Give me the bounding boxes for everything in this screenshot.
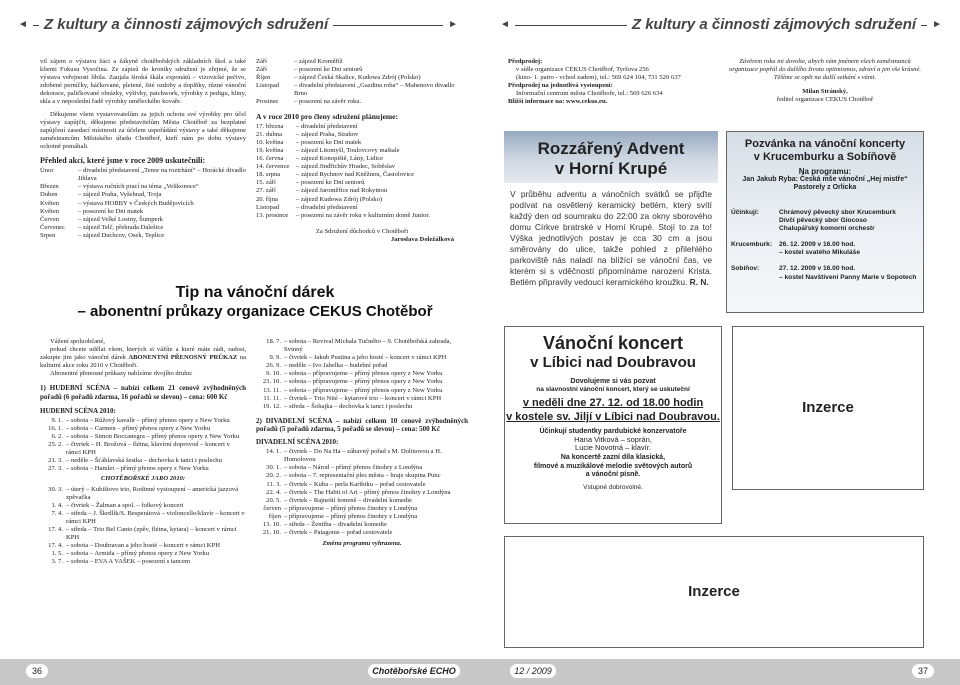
theatre-title: DIVADELNÍ SCÉNA 2010:: [256, 438, 339, 447]
list-item: Září – posezení ke Dni seniorů: [256, 66, 363, 74]
krucemburk-performers: [731, 209, 921, 282]
abo-greeting: Vážení spoluobčané,: [50, 338, 105, 345]
list-item: 16. června – zájezd Konopiště, Lány, Lidice: [256, 155, 384, 163]
list-item: 14. července – zájezd Jindřichův Hradec, Soběslav: [256, 163, 396, 171]
ad-box-2: [504, 536, 924, 648]
music-title: HUDEBNÍ SCÉNA 2010:: [40, 406, 116, 415]
spring-list: [40, 486, 246, 567]
events-2009-title: Přehled akcí, které jsme v roce 2009 uskutečnili:: [40, 156, 206, 166]
list-item: 25. 2. – čtvrtek – H. Brožová – flétna, klavírní doprovod – koncert v rámci KPH: [48, 441, 230, 457]
venue-1-date: 26. 12. 2009 v 16.00 hod.: [779, 241, 856, 249]
list-item: 15. září – posezení ke Dni seniorů: [256, 179, 365, 187]
program-pastorela: Pastorely z Orlicka: [793, 184, 857, 192]
list-item: 10. května – posezení ke Dni matek: [256, 138, 362, 146]
list-item: 19. května – zájezd Litomyšl, Toulovcovy maštale: [256, 146, 400, 154]
abo-types: Abonentní přenosné průkazy nabízíme dvojího druhu:: [50, 370, 193, 378]
director-role: ředitel organizace CEKUS Chotěboř: [776, 96, 874, 104]
presale-label: Předprodej:: [508, 58, 543, 65]
music-list-continued: [256, 338, 468, 411]
list-item: 14. 1. – čtvrtek – Do Na Ha – zábavný pořad s M. Dolinovou a H. Homolovou: [266, 448, 442, 464]
list-item: 16. 1. – sobota – Carmen – přímý přenos opery z New Yorku: [48, 424, 211, 432]
exhibition-text: vil zájem o výstavu žáci a žákyně chotěbořských základních škol a také klienti Fokusu Vysočina. Ze zápisů do kroniky sdružení je zřejmé, že se výstava veřejnosti líbila. Zaujala široká škála exponátů – vizovické pečivo, zdobené perníčky, háčkované, pletené, šité ozdoby a doplňky, různé vánoční dekorace, paličkované obrázky, výšivky, patchwork, výrobky z pedigu, hliny, skla a v neposlední řadě výrobky uměleckého kovaře.: [40, 58, 246, 106]
list-item: 19. 12. – středa – Šohajka – dechovka k tanci i poslechu: [262, 402, 413, 410]
header-title-right: Z kultury a činnosti zájmových sdružení: [631, 15, 917, 33]
list-item: 22. 4. – čtvrtek – The Habit of Art – přímý přenos činohry z Londýna: [266, 488, 451, 496]
music-offer: 1) HUDEBNÍ SCÉNA – nabízí celkem 21 cenově zvýhodněných pořadů (6 pořadů zdarma, 16 pořadů se slevou) – cena: 600 Kč: [40, 384, 246, 401]
venue-1-place: – kostel svatého Mikuláše: [779, 249, 860, 257]
advent-header: [504, 131, 718, 183]
signature-org: Za Sdružení důchodců v Chotěboři: [315, 227, 409, 235]
venue-1-label: Krucemburk:: [731, 241, 773, 249]
header-rule: [33, 25, 39, 26]
list-item: 21. dubna – zájezd Praha, Strahov: [256, 130, 359, 138]
libice-repertoire-2: filmové a muzikálové melodie světových autorů: [533, 462, 693, 470]
list-item: Květen – výstava HOBBY v Českých Budějovicích: [40, 199, 194, 207]
plan-2010-title: A v roce 2010 pro členy sdružení plánujeme:: [256, 111, 399, 121]
abo-offer: pokud chcete udělat všem, kterých si vážíte a které máte rádi, radost, zakupte jim jako vánoční dárek ABONENTNÍ PŘENOSNÝ PRŮKAZ na kulturní akce roku 2010 v Chotěboři.: [40, 346, 246, 370]
list-item: 9. 1. – sobota – Růžový kavalír – přímý přenos opery z New Yorku: [51, 416, 230, 424]
venue-2-place: – kostel Navštívení Panny Marie v Sopotech: [779, 273, 917, 281]
footer-bar: [0, 659, 960, 685]
header-rule: [515, 25, 627, 26]
list-item: Srpen – zájezd Duchcov, Osek, Teplice: [40, 231, 165, 239]
presale-phone: (kino- 1. patro - vchod zadem), tel.: 569 624 104, 731 520 637: [516, 74, 681, 82]
list-item: 3. 7. – sobota – EVA A VAŠEK – posezení s tancem: [51, 558, 190, 566]
libice-invitation-2: na slavnostní vánoční koncert, který se uskuteční: [536, 386, 690, 394]
list-item: 17. 4. – středa – Trio Bel Canto (zpěv, flétna, kytara) – koncert v rámci KPH: [48, 525, 237, 542]
list-item: 9. 9. – čtvrtek – Jakub Pustina a jeho hosté – koncert v rámci KPH: [269, 354, 447, 362]
list-item: 17. března – divadelní představení: [256, 122, 358, 130]
performer-3: Chalupářský komorní orchestr: [779, 225, 875, 233]
list-item: Únor – divadelní představení „Tenor na roztrhání“ – Horácké divadlo Jihlava: [40, 167, 246, 183]
performers-label: Účinkují:: [731, 209, 759, 216]
tip-title: Tip na vánoční dárek: [175, 284, 335, 301]
magazine-name: Chotěbořské ECHO: [368, 664, 460, 678]
list-item: 18. 7. – sobota – Revival Michala Tučného – 9. Chotěbořská zahrada, Svinný: [266, 338, 452, 354]
more-info: Bližší informace na: www.cekus.eu.: [508, 98, 608, 106]
thanks-text: Děkujeme všem vystavovatelům za jejich ochotu své výrobky pro účel výstavy zapůjčit, děkujeme představitelům Města Chotěboř za bezplatné zapůjčení zasedací místnosti za účelem uspořádání výstavy a také děkujeme zaměstnancům Městského úřadu Chotěboř, kteří nám po dobu výstavy ochotně pomáhali.: [40, 110, 246, 150]
presale-info: [508, 58, 718, 107]
arrow-right-icon: ►: [932, 18, 942, 30]
program-change-note: Změna programu vyhrazena.: [322, 540, 402, 548]
list-item: 6. 2. – sobota – Simon Boccanegra – přímý přenos opery z New Yorku: [51, 432, 240, 440]
libice-repertoire-1: Na koncertě zazní díla klasická,: [560, 454, 666, 462]
director-name: Milan Stránský,: [802, 88, 848, 96]
list-item: 9. 10. – sobota – přípravujeme – přímý přenos opery z New Yorku: [266, 370, 443, 378]
ad-box-1: [732, 326, 924, 490]
arrow-left-icon: ◄: [18, 18, 28, 30]
list-item: 17. 4. – sobota – Doubravan a jeho hosté – koncert v rámci KPH: [48, 542, 221, 550]
krucemburk-box: [726, 131, 924, 313]
list-item: 11. 3. – čtvrtek – Kuba – perla Karibiku – pořad cestovatele: [266, 480, 426, 488]
ad-label: Inzerce: [688, 582, 740, 600]
advent-title: [504, 139, 718, 179]
libice-invitation-1: Dovolujeme si vás pozvat: [570, 378, 656, 385]
list-item: 30. 3. – úterý – Kubištovo trio, Rodinné vystoupení – americká jazzová zpěvačka: [48, 485, 239, 501]
list-item: 13. 10. – středa – Ženitba – divadelní komedie: [262, 520, 387, 528]
list-item: Prosinec – posezení na závěr roku.: [256, 98, 362, 106]
list-item: 26. 9. – neděle – Ivo Jahelka – hudební pořad: [266, 362, 388, 370]
list-item: Říjen – zájezd Česká Skalice, Kudowa Zdrój (Polsko): [256, 74, 421, 82]
libice-repertoire-3: a vánoční písně.: [585, 470, 641, 478]
arrow-left-icon: ◄: [500, 18, 510, 30]
music-list: [40, 417, 246, 474]
advent-text: V průběhu adventu a vánočních svátků se přijďte podívat na osvětlený keramický betlém, který svítí každý den od soumraku do 22:00 za okny sborového domu Církve bratrské v Horní Krupé. Stojí to za to! Výška jednotlivých postav je cca 30 cm a jsou směrovány do ulice, takže pohled z přilehlého parkoviště nás naladí na blížící se vánoční čas, ve kterém si s vděčností připomínáme narození Krista. Betlém připravily vedoucí keramického kroužku. R. N.: [510, 189, 712, 287]
theatre-offer: 2) DIVADELNÍ SCÉNA – nabízí celkem 10 cenově zvýhodněných pořadů (5 pořadů zdarma, 5 pořadů se slevou) – cena: 500 Kč: [256, 416, 468, 433]
libice-box: [504, 326, 722, 524]
libice-content: [505, 333, 721, 492]
list-item: 21. 3. – neděle – Šťáhlavská šestka – dechovka k tanci i poslechu: [48, 457, 222, 465]
list-item: Květen – posezení ke Dni matek: [40, 207, 144, 215]
performer-2: Dívčí pěvecký sbor Giocoso: [779, 217, 867, 225]
list-item: Listopad – divadelní představení „Gazdina roba“ – Mahenovo divadlo Brno: [256, 82, 455, 98]
director-note: [728, 58, 922, 104]
arrow-right-icon: ►: [448, 18, 458, 30]
column-2: [256, 58, 468, 244]
theatre-list: [256, 448, 468, 537]
list-item: Červen – zájezd Velké Losiny, Šumperk: [40, 215, 163, 223]
list-item: 21. 10. – čtvrtek – Patagonie – pořad cestovatele: [262, 529, 393, 537]
list-item: Červenec – zájezd Telč, přehrada Dalešice: [40, 223, 164, 231]
libice-admission: Vstupné dobrovolné.: [583, 483, 643, 491]
issue-number: 12 / 2009: [510, 664, 556, 678]
abo-column-2: [256, 338, 468, 548]
list-item: 18. srpna – zájezd Rychnov nad Kněžnou, Častolovice: [256, 171, 415, 179]
advent-title-line-2: v Horní Krupé: [554, 159, 668, 178]
list-item: 27. září – zájezd Jaroměřice nad Rokytnou: [256, 187, 388, 195]
header-rule: [921, 25, 927, 26]
tip-subtitle: – abonentní průkazy organizace CEKUS Chotěboř: [77, 303, 433, 320]
venue-2-label: Sobíňov:: [731, 265, 760, 273]
list-item: Březen – výstava ručních prací na téma „Velikonoce“: [40, 183, 199, 191]
list-item: červen – přípravujeme – přímý přenos činohry z Londýna: [263, 504, 418, 512]
performer-1: Chrámový pěvecký sbor Krucemburk: [779, 209, 896, 216]
list-item: 20. října – zájezd Kudowa Zdrój (Polsko): [256, 195, 383, 203]
venue-2-date: 27. 12. 2009 v 16.00 hod.: [779, 265, 856, 273]
advent-box: [504, 131, 718, 313]
list-item: 11. 11. – čtvrtek – Trio Nité – kytarové trio – koncert v rámci KPH: [263, 394, 442, 402]
libice-date: v neděli dne 27. 12. od 18.00 hodin: [522, 397, 704, 410]
krucemburk-title-2: v Krucemburku a Sobíňově: [753, 151, 897, 163]
ad-label: Inzerce: [802, 398, 854, 416]
page-header-right: [500, 15, 942, 35]
krucemburk-title-1: Pozvánka na vánoční koncerty: [744, 138, 906, 150]
list-item: 20. 2. – sobota – 7. representační ples města – hraje skupina Punc: [266, 472, 441, 480]
list-item: Listopad – divadelní představení: [256, 203, 358, 211]
spring-title: CHOTĚBOŘSKÉ JARO 2010:: [100, 475, 186, 483]
presale-info-center: Informační centrum města Chotěboře, tel.: 569 626 634: [516, 90, 663, 98]
list-item: 27. 3. – sobota – Hamlet – přímý přenos opery z New Yorku: [48, 465, 209, 473]
list-item: 1. 5. – sobota – Armida – přímý přenos opery z New Yorku: [51, 550, 210, 558]
list-item: 23. 10. – sobota – přípravujeme – přímý přenos opery z New Yorku: [262, 378, 443, 386]
presale-events-label: Předprodej na jednotlivá vystoupení:: [508, 82, 613, 90]
libice-title-2: v Líbici nad Doubravou: [530, 354, 696, 371]
libice-performer-1: Hana Vitková – soprán,: [574, 435, 652, 445]
list-item: 1. 4. – čtvrtek – Žalman a spol. – folkový koncert: [51, 501, 184, 509]
list-item: Duben – zájezd Praha, Vyšehrad, Troja: [40, 191, 162, 199]
director-text: Závěrem roku mi dovolte, abych vám jménem všech zaměstnanců organizace popřál do dalšího života optimismus, zdraví a jen vše krásné. Těšíme se opět na další setkání s vámi.: [728, 58, 922, 82]
list-item: 20. 5. – čtvrtek – Rajneští femeně – divadelní komedie: [266, 496, 412, 504]
libice-performer-2: Lucie Novotná – klavír.: [575, 443, 651, 453]
libice-title-1: Vánoční koncert: [542, 333, 684, 353]
abo-column-1: [40, 338, 246, 566]
list-item: 13. 11. – sobota – přípravujeme – přímý přenos opery z New Yorku: [263, 386, 443, 394]
program-piece: Jan Jakub Ryba: Česká mše vánoční „Hej mistře“: [742, 176, 908, 184]
list-item: 30. 1. – sobota – Národ – přímý přenos činohry z Londýna: [266, 464, 423, 472]
libice-venue: v kostele sv. Jiljí v Líbici nad Doubravou.: [506, 411, 720, 424]
events-2009-list-continued: [256, 58, 468, 107]
page-number-left: 36: [26, 664, 48, 678]
krucemburk-content: [727, 138, 923, 192]
program-label: Na programu:: [798, 167, 852, 176]
page-number-right: 37: [912, 664, 934, 678]
header-rule: [333, 25, 443, 26]
plan-2010-list: [256, 123, 468, 220]
advent-title-line-1: Rozzářený Advent: [537, 139, 685, 158]
tip-banner: [40, 283, 470, 321]
presale-address: v sídle organizace CEKUS Chotěboř, Tyršova 256: [516, 66, 649, 74]
page-header-left: [18, 15, 458, 35]
header-title-left: Z kultury a činnosti zájmových sdružení: [43, 15, 329, 33]
list-item: říjen – přípravujeme – přímý přenos činohry z Londýna: [268, 512, 418, 520]
column-1: [40, 58, 246, 240]
list-item: 13. prosince – posezení na závěr roku v kulturním domě Junior.: [256, 211, 430, 219]
list-item: 7. 4. – středa – J. Škrdlík/S. Besperátová – violoncello/klavír – koncert v rámci KPH: [51, 509, 245, 525]
events-2009-list: [40, 167, 246, 240]
list-item: Září – zájezd Kroměříž: [256, 58, 343, 65]
libice-performers: Účinkují studentky pardubické konzervatoře: [539, 428, 687, 436]
signature-name: Jaroslava Doležálková: [390, 235, 454, 243]
